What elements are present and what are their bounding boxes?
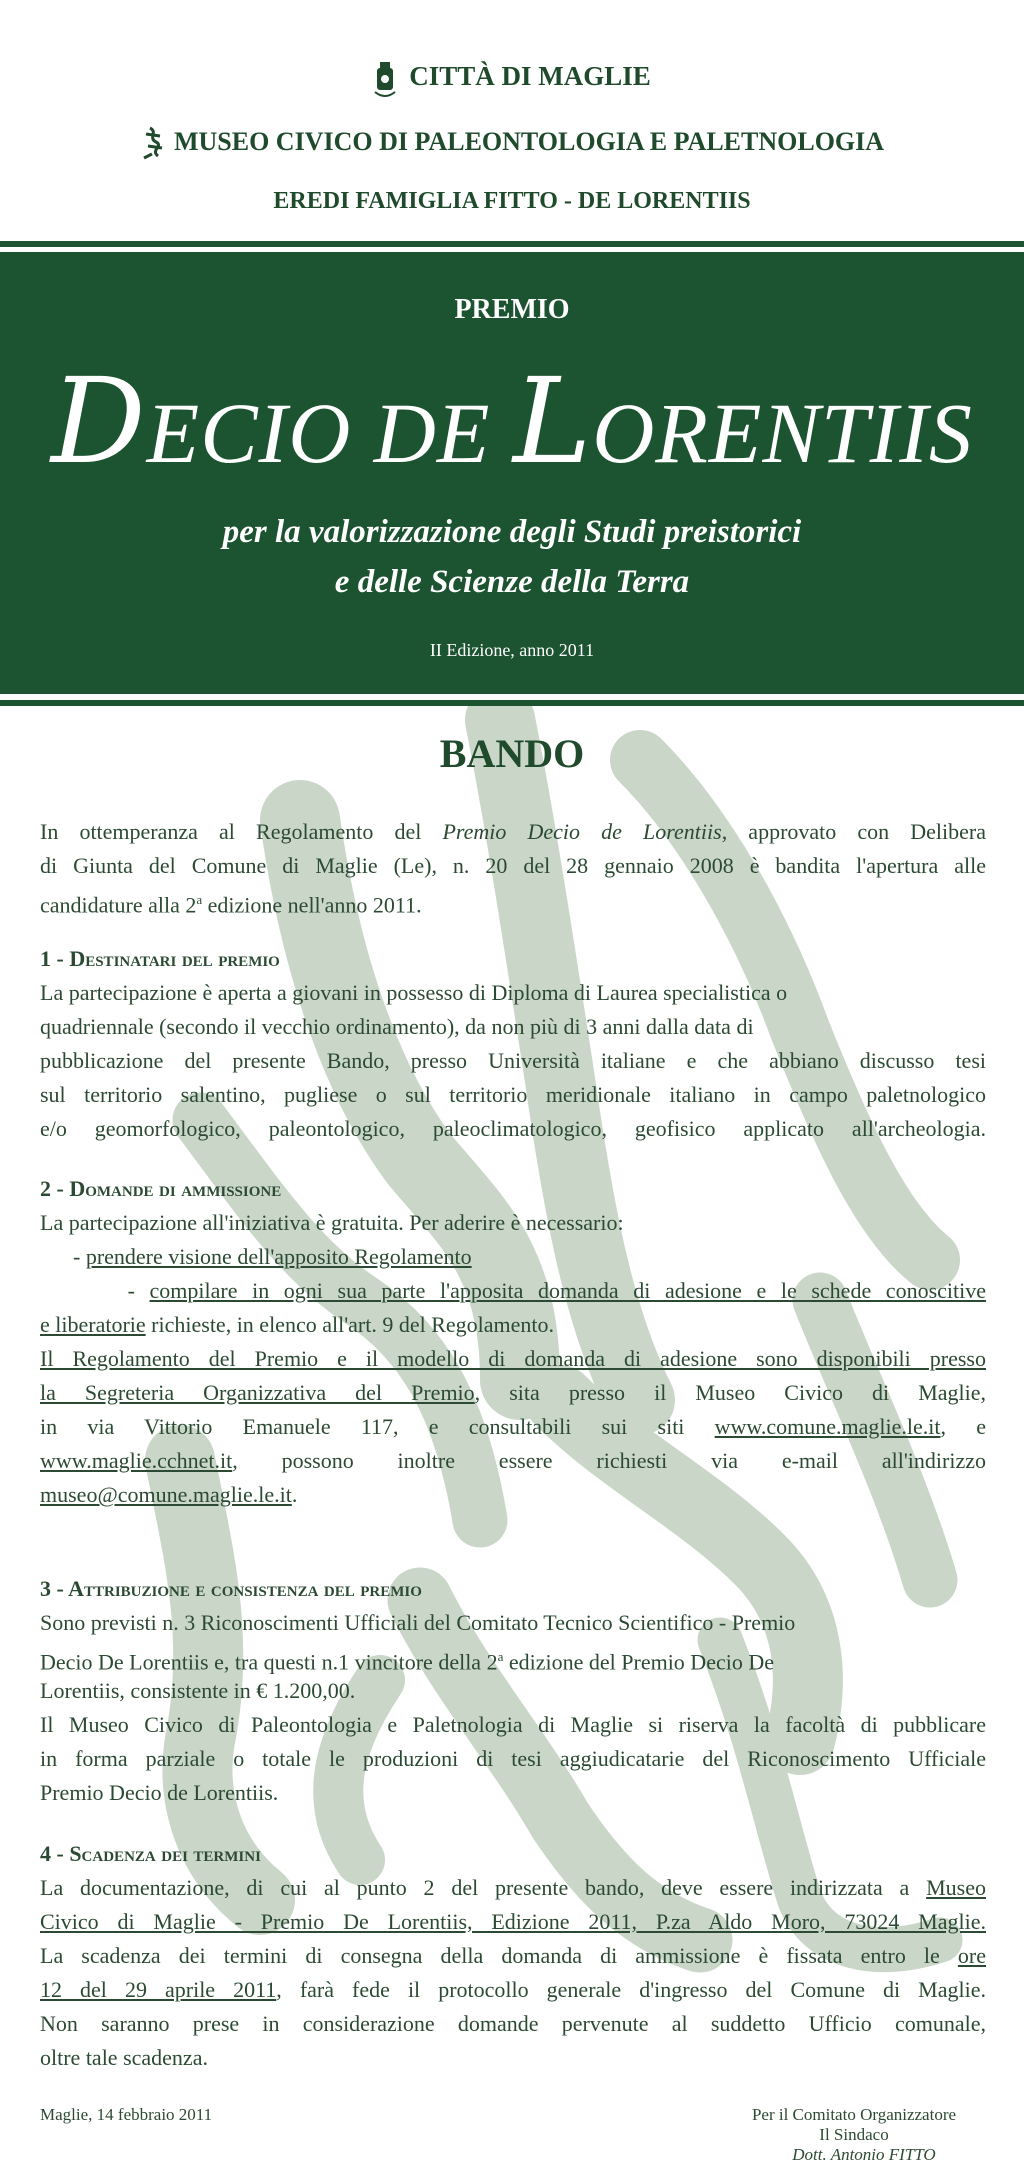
text-segment: 1 - Destinatari del premio: [40, 946, 280, 971]
text-segment: , possono inoltre essere richiesti via e-mail all'indirizzo: [232, 1448, 986, 1473]
place-date: Maglie, 14 febbraio 2011: [40, 2105, 213, 2124]
band-bottom-rule: [0, 700, 1024, 706]
body-line: [40, 2043, 986, 2073]
text-segment: in forma parziale o totale le produzioni di tesi aggiudicatarie del Riconoscimento Ufficiale: [40, 1746, 986, 1771]
signature-committee: Per il Comitato Organizzatore: [751, 2105, 957, 2124]
body-line: [40, 1344, 986, 1374]
underlined-text: www.maglie.cchnet.it: [40, 1448, 233, 1473]
text-segment: richieste, in elenco all'art. 9 del Regolamento.: [145, 1312, 555, 1337]
museum-header: [0, 126, 1024, 162]
underlined-text: www.comune.maglie.le.it: [714, 1414, 941, 1439]
body-line: [40, 1242, 986, 1272]
underlined-text: Il Regolamento del Premio e il modello di domanda di adesione sono disponibili presso: [40, 1346, 986, 1371]
body-line: [40, 1310, 986, 1340]
body-line: [40, 1114, 986, 1144]
city-name: CITTÀ DI MAGLIE: [409, 61, 651, 92]
underlined-text: Museo: [926, 1875, 986, 1900]
subtitle-line-2: e delle Scienze della Terra: [334, 564, 690, 600]
title-initial-l: L: [512, 352, 593, 490]
text-segment: La partecipazione è aperta a giovani in possesso di Diploma di Laurea specialistica o: [40, 980, 788, 1005]
band-top-rule: [0, 241, 1024, 247]
text-segment: a: [196, 892, 203, 907]
body-line: [40, 1208, 986, 1238]
text-segment: edizione del Premio Decio De: [503, 1649, 774, 1675]
text-segment: -: [40, 1244, 86, 1269]
prize-title: [0, 352, 1024, 490]
section-heading: [40, 1174, 986, 1204]
body-line: [40, 1046, 986, 1076]
text-segment: 3 - Attribuzione e consistenza del premio: [40, 1576, 422, 1601]
title-initial-d: D: [51, 352, 147, 490]
body-line: [40, 851, 986, 881]
underlined-text: Civico di Maglie - Premio De Lorentiis, Edizione 2011, P.za Aldo Moro, 73024 Maglie.: [40, 1909, 986, 1934]
text-segment: quadriennale (secondo il vecchio ordinamento), da non più di 3 anni dalla data di: [40, 1014, 754, 1039]
text-segment: in via Vittorio Emanuele 117, e consultabili sui siti: [40, 1414, 715, 1439]
underlined-text: prendere visione dell'apposito Regolamento: [85, 1244, 472, 1269]
body-line: [40, 1975, 986, 2005]
edition-label: II Edizione, anno 2011: [429, 640, 595, 660]
text-segment: Lorentiis, consistente in € 1.200,00.: [40, 1678, 356, 1703]
text-segment: La documentazione, di cui al punto 2 del presente bando, deve essere indirizzata a: [40, 1875, 927, 1900]
body-line: [40, 1276, 986, 1306]
text-segment: a: [497, 1649, 504, 1664]
text-segment: di Giunta del Comune di Maglie (Le), n. 20 del 28 gennaio 2008 è bandita l'apertura alle: [40, 853, 986, 878]
prize-banner: [0, 252, 1024, 694]
body-line: [40, 1778, 986, 1808]
underlined-text: museo@comune.maglie.le.it: [40, 1482, 292, 1507]
section-heading: [40, 1574, 986, 1604]
underlined-text: ore: [957, 1943, 986, 1968]
text-segment: 2 - Domande di ammissione: [40, 1176, 282, 1201]
text-segment: Non saranno prese in considerazione domande pervenute al suddetto Ufficio comunale,: [40, 2011, 986, 2036]
text-segment: Decio De Lorentiis e, tra questi n.1 vincitore della 2: [40, 1649, 498, 1675]
text-segment: 4 - Scadenza dei termini: [40, 1841, 261, 1866]
body-line: [40, 978, 986, 1008]
bando-heading: BANDO: [439, 731, 585, 776]
body-line: [40, 1446, 986, 1476]
body-line: [40, 817, 986, 847]
underlined-text: e liberatorie: [40, 1312, 146, 1337]
text-segment: , approvato con Delibera: [721, 819, 986, 844]
fossil-logo-icon: [140, 126, 170, 162]
text-segment: , sita presso il Museo Civico di Maglie,: [474, 1380, 987, 1405]
text-segment: .: [291, 1482, 298, 1507]
text-segment: Il Museo Civico di Paleontologia e Paletnologia di Maglie si riserva la facoltà di pubblicare: [40, 1712, 986, 1737]
body-line: [40, 885, 986, 920]
title-part-2: ORENTIIS: [592, 385, 973, 481]
body-line: [40, 1378, 986, 1408]
heirs-name: EREDI FAMIGLIA FITTO - DE LORENTIIS: [273, 188, 751, 214]
text-segment: , e: [940, 1414, 986, 1439]
premio-label: PREMIO: [454, 294, 570, 325]
text-segment: La partecipazione all'iniziativa è gratuita. Per aderire è necessario:: [40, 1210, 624, 1235]
body-line: [40, 1412, 986, 1442]
body-line: [40, 1608, 986, 1638]
body-line: [40, 2009, 986, 2039]
city-crest-icon: [373, 60, 397, 98]
text-segment: edizione nell'anno 2011.: [202, 892, 422, 918]
underlined-text: la Segreteria Organizzativa del Premio: [40, 1380, 475, 1405]
text-segment: , farà fede il protocollo generale d'ingresso del Comune di Maglie.: [276, 1977, 986, 2002]
city-header: [0, 60, 1024, 98]
signature-block: [724, 2105, 984, 2165]
body-line: [40, 1941, 986, 1971]
body-line: [40, 1907, 986, 1937]
body-line: [40, 1080, 986, 1110]
body-line: [40, 1744, 986, 1774]
body-line: [40, 1642, 986, 1677]
signature-role: Il Sindaco: [819, 2125, 889, 2144]
text-segment: La scadenza dei termini di consegna della domanda di ammissione è fissata entro le: [40, 1943, 958, 1968]
text-segment: Premio Decio de Lorentiis: [442, 819, 722, 844]
section-heading: [40, 1839, 986, 1869]
text-segment: Sono previsti n. 3 Riconoscimenti Ufficiali del Comitato Tecnico Scientifico - Premio: [40, 1610, 796, 1635]
underlined-text: compilare in ogni sua parte l'apposita domanda di adesione e le schede conoscitive: [149, 1278, 987, 1303]
body-line: [40, 1480, 986, 1510]
underlined-text: 12 del 29 aprile 2011: [40, 1977, 277, 2002]
section-heading: [40, 944, 986, 974]
text-segment: e/o geomorfologico, paleontologico, paleoclimatologico, geofisico applicato all'archeologia.: [40, 1116, 986, 1141]
body-line: [40, 1873, 986, 1903]
text-segment: -: [40, 1278, 150, 1303]
museum-name: MUSEO CIVICO DI PALEONTOLOGIA E PALETNOLOGIA: [173, 126, 885, 156]
body-line: [40, 1710, 986, 1740]
title-part-1: ECIO DE: [146, 385, 513, 481]
text-segment: sul territorio salentino, pugliese o sul territorio meridionale italiano in campo paletnologico: [40, 1082, 986, 1107]
text-segment: oltre tale scadenza.: [40, 2045, 208, 2070]
body-line: [40, 1676, 986, 1706]
text-segment: Premio Decio de Lorentiis.: [40, 1780, 279, 1805]
text-segment: pubblicazione del presente Bando, presso Università italiane e che abbiano discusso tesi: [40, 1048, 986, 1073]
body-line: [40, 1012, 986, 1042]
subtitle-line-1: per la valorizzazione degli Studi preistorici: [222, 514, 802, 550]
signature-name: Dott. Antonio FITTO: [792, 2145, 936, 2164]
text-segment: candidature alla 2: [40, 892, 197, 918]
text-segment: In ottemperanza al Regolamento del: [40, 819, 443, 844]
